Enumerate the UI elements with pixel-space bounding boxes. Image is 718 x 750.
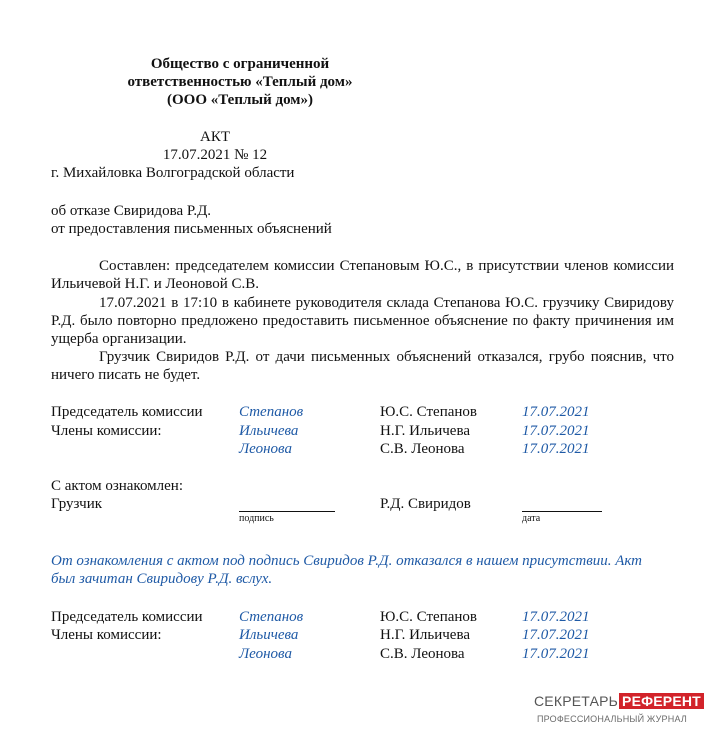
name-ilicheva-2: Н.Г. Ильичева bbox=[380, 627, 470, 643]
date-caption: дата bbox=[522, 513, 541, 524]
body-paragraph-2 bbox=[51, 294, 674, 348]
org-name-line2: ответственностью «Теплый дом» bbox=[127, 74, 353, 90]
signature-leonova-2: Леонова bbox=[239, 646, 292, 662]
date-stepanov-2: 17.07.2021 bbox=[522, 609, 590, 625]
signature-ilicheva-2: Ильичева bbox=[239, 627, 299, 643]
chair-label-2: Председатель комиссии bbox=[51, 609, 203, 625]
journal-logo-part1: СЕКРЕТАРЬ bbox=[534, 693, 619, 709]
chair-label: Председатель комиссии bbox=[51, 404, 203, 420]
body-paragraph-3 bbox=[51, 348, 674, 384]
members-label-2: Члены комиссии: bbox=[51, 627, 162, 643]
signature-leonova: Леонова bbox=[239, 441, 292, 457]
date-ilicheva: 17.07.2021 bbox=[522, 423, 590, 439]
body-paragraph-1-text: Составлен: председателем комиссии Степановым Ю.С., в присутствии членов комиссии Ильичевой Н.Г. и Леоновой С.В. bbox=[51, 258, 674, 292]
date-leonova: 17.07.2021 bbox=[522, 441, 590, 457]
journal-logo-wordmark bbox=[534, 692, 704, 710]
act-place: г. Михайловка Волгоградской области bbox=[51, 165, 295, 181]
signature-stepanov: Степанов bbox=[239, 404, 304, 420]
act-subject-line2: от предоставления письменных объяснений bbox=[51, 221, 332, 237]
signature-blank-line bbox=[239, 510, 335, 512]
refusal-note-line2: был зачитан Свиридову Р.Д. вслух. bbox=[51, 571, 273, 587]
act-subject-line1: об отказе Свиридова Р.Д. bbox=[51, 203, 212, 219]
name-stepanov-2: Ю.С. Степанов bbox=[380, 609, 477, 625]
name-leonova-2: С.В. Леонова bbox=[380, 646, 465, 662]
date-blank-line bbox=[522, 510, 602, 512]
acquaint-label: С актом ознакомлен: bbox=[51, 478, 183, 494]
signature-caption: подпись bbox=[239, 513, 274, 524]
journal-logo bbox=[534, 692, 701, 732]
date-stepanov: 17.07.2021 bbox=[522, 404, 590, 420]
act-title: АКТ bbox=[200, 129, 230, 145]
employee-position: Грузчик bbox=[51, 496, 103, 512]
journal-logo-tagline: ПРОФЕССИОНАЛЬНЫЙ ЖУРНАЛ bbox=[537, 714, 687, 724]
body-paragraph-1 bbox=[51, 257, 674, 293]
org-short-name: (ООО «Теплый дом») bbox=[166, 92, 313, 108]
employee-name: Р.Д. Свиридов bbox=[380, 496, 471, 512]
org-name-line1: Общество с ограниченной bbox=[150, 56, 330, 72]
name-ilicheva: Н.Г. Ильичева bbox=[380, 423, 470, 439]
signature-ilicheva: Ильичева bbox=[239, 423, 299, 439]
date-leonova-2: 17.07.2021 bbox=[522, 646, 590, 662]
name-stepanov: Ю.С. Степанов bbox=[380, 404, 477, 420]
members-label: Члены комиссии: bbox=[51, 423, 162, 439]
body-paragraph-3-text: Грузчик Свиридов Р.Д. от дачи письменных объяснений отказался, грубо пояснив, что ничего писать не будет. bbox=[51, 349, 674, 383]
date-ilicheva-2: 17.07.2021 bbox=[522, 627, 590, 643]
body-paragraph-2-text: 17.07.2021 в 17:10 в кабинете руководителя склада Степанова Ю.С. грузчику Свиридову Р.Д. было повторно предложено предоставить письменное объяснение по факту причинения им ущерба организации. bbox=[51, 295, 674, 347]
refusal-note-line1: От ознакомления с актом под подпись Свиридов Р.Д. отказался в нашем присутствии. Акт bbox=[51, 553, 643, 569]
name-leonova: С.В. Леонова bbox=[380, 441, 465, 457]
signature-stepanov-2: Степанов bbox=[239, 609, 304, 625]
journal-logo-part2: РЕФЕРЕНТ bbox=[619, 693, 704, 709]
act-date-number: 17.07.2021 № 12 bbox=[162, 147, 268, 163]
